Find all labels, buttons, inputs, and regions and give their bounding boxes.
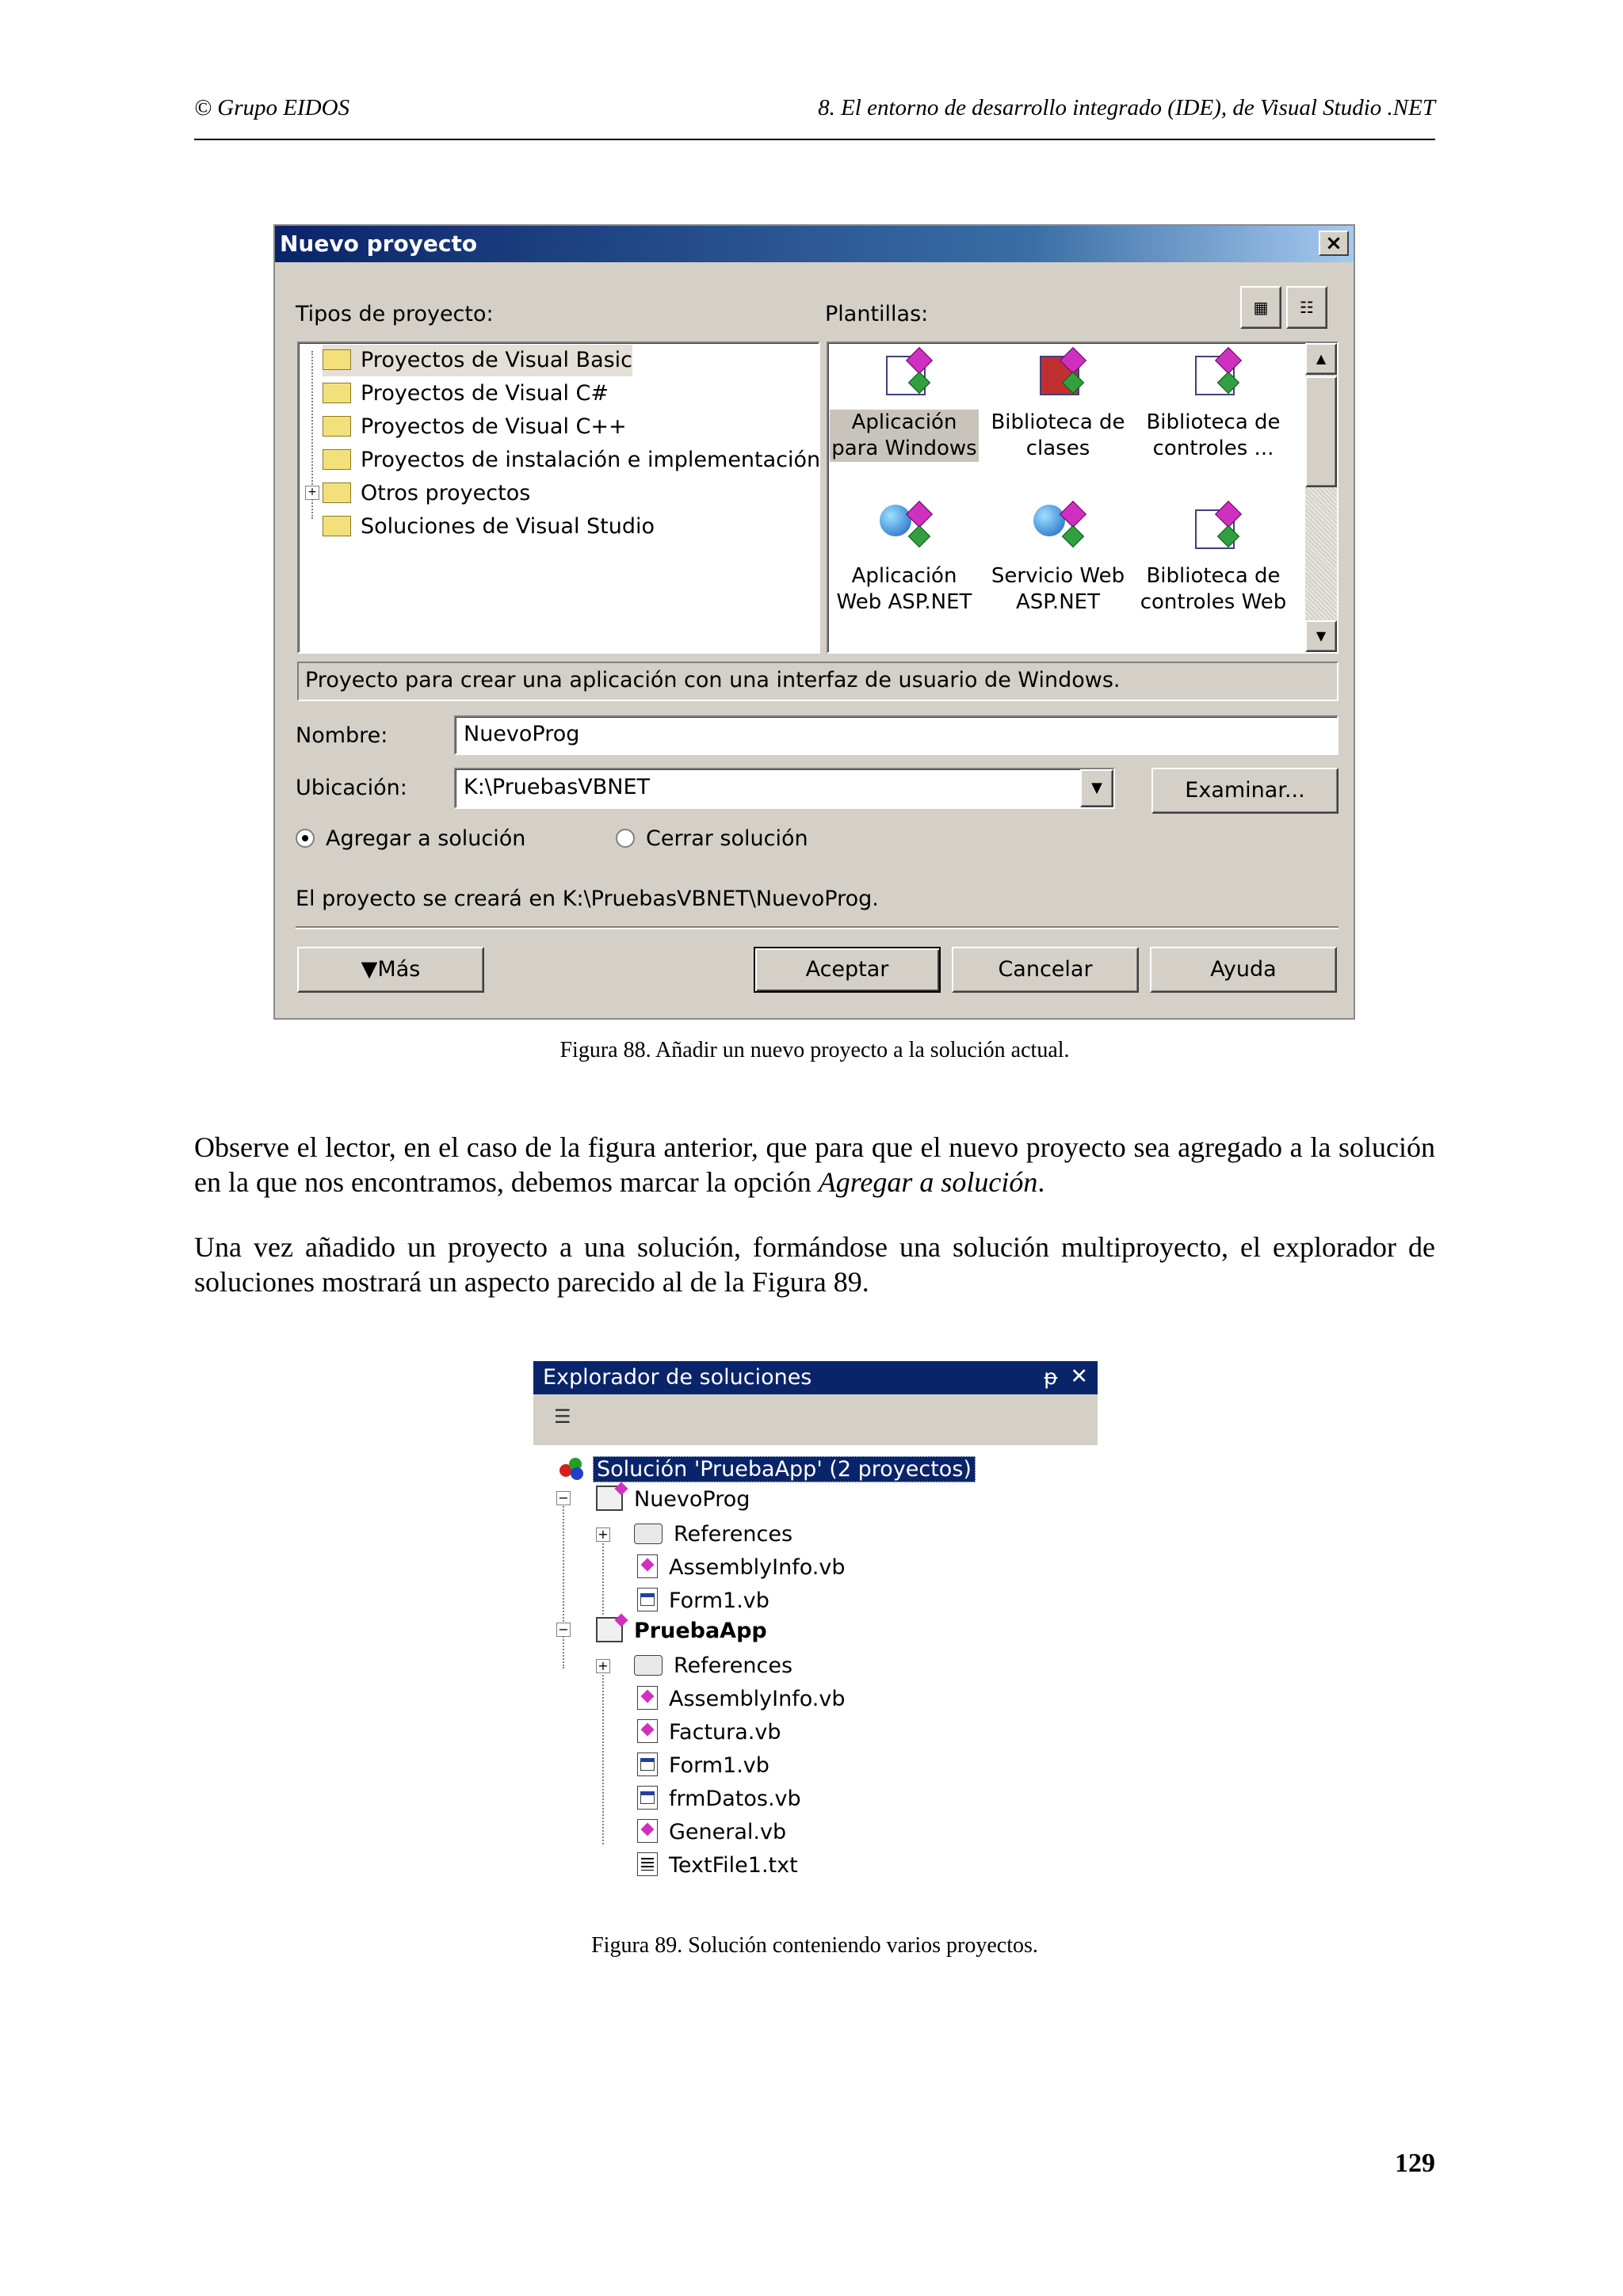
radio-icon: [616, 829, 635, 848]
paragraph-1: Observe el lector, en el caso de la figura anterior, que para que el nuevo proyecto sea agregado a la solución en la que nos encontramos, debemos marcar la opción Agregar a solución.: [194, 1131, 1435, 1198]
file-node[interactable]: AssemblyInfo.vb: [637, 1683, 845, 1716]
template-control-library[interactable]: Biblioteca de controles ...: [1139, 348, 1288, 462]
name-label: Nombre:: [296, 723, 388, 748]
name-input[interactable]: NuevoProg: [454, 715, 1338, 755]
running-header-right: 8. El entorno de desarrollo integrado (IDE), de Visual Studio .NET: [818, 95, 1435, 120]
dialog-titlebar: [275, 226, 1354, 262]
text-file-icon: [637, 1852, 658, 1876]
file-node[interactable]: TextFile1.txt: [637, 1849, 798, 1882]
references-node[interactable]: References: [634, 1518, 792, 1551]
folder-icon: [323, 416, 351, 437]
small-icons-view-button[interactable]: ☷: [1286, 286, 1327, 329]
file-node[interactable]: General.vb: [637, 1816, 786, 1849]
location-label: Ubicación:: [296, 776, 407, 800]
more-arrow-icon: ▼: [361, 957, 378, 982]
project-types-label: Tipos de proyecto:: [296, 302, 494, 326]
project-path-info: El proyecto se creará en K:\PruebasVBNET\NuevoProg.: [296, 887, 879, 911]
chevron-down-icon[interactable]: ▼: [1080, 769, 1113, 807]
file-node[interactable]: AssemblyInfo.vb: [637, 1551, 845, 1585]
help-button[interactable]: Ayuda: [1150, 947, 1337, 993]
solution-icon: [558, 1456, 585, 1480]
scroll-up-icon[interactable]: ▲: [1305, 343, 1337, 375]
large-icons-view-button[interactable]: ▦: [1240, 286, 1281, 329]
scroll-thumb[interactable]: [1305, 376, 1337, 487]
collapse-icon[interactable]: −: [556, 1623, 571, 1637]
properties-icon[interactable]: ☰: [554, 1405, 571, 1428]
web-app-icon: [876, 502, 932, 557]
solution-node[interactable]: Solución 'PruebaApp' (2 proyectos): [558, 1453, 976, 1486]
web-service-icon: [1030, 502, 1086, 557]
tree-item-visual-csharp[interactable]: Proyectos de Visual C#: [323, 378, 609, 410]
file-node[interactable]: Form1.vb: [637, 1585, 769, 1618]
file-node[interactable]: frmDatos.vb: [637, 1783, 801, 1816]
template-windows-app[interactable]: Aplicación para Windows: [830, 348, 979, 462]
vb-file-icon: [637, 1554, 658, 1578]
tree-line: [602, 1669, 604, 1844]
windows-app-icon: [876, 348, 932, 403]
figure-89-caption: Figura 89. Solución conteniendo varios proyectos.: [591, 1933, 1038, 1958]
folder-icon: [323, 516, 351, 536]
explorer-toolbar: [533, 1394, 1098, 1445]
paragraph-2: Una vez añadido un proyecto a una solución, formándose una solución multiproyecto, el explorador de soluciones mostrará un aspecto parecido al de la Figura 89.: [194, 1231, 1435, 1298]
header-rule: [194, 139, 1435, 140]
folder-icon: [323, 449, 351, 470]
project-icon: [596, 1486, 623, 1511]
expand-icon[interactable]: +: [305, 486, 319, 500]
new-project-dialog: [273, 224, 1355, 1020]
page-number: 129: [1395, 2149, 1435, 2178]
file-node[interactable]: Form1.vb: [637, 1749, 769, 1783]
vb-file-icon: [637, 1819, 658, 1843]
tree-item-visual-cpp[interactable]: Proyectos de Visual C++: [323, 411, 627, 443]
location-combo[interactable]: K:\PruebasVBNET ▼: [454, 768, 1115, 809]
tree-item-visual-basic[interactable]: Proyectos de Visual Basic: [323, 345, 632, 376]
collapse-icon[interactable]: −: [556, 1491, 571, 1505]
dialog-title: Nuevo proyecto: [280, 231, 478, 257]
vb-file-icon: [637, 1686, 658, 1710]
add-to-solution-radio[interactable]: Agregar a solución: [296, 826, 525, 851]
tree-line: [563, 1491, 564, 1669]
template-web-app[interactable]: Aplicación Web ASP.NET: [830, 502, 979, 616]
references-icon: [634, 1655, 663, 1676]
form-file-icon: [637, 1588, 658, 1611]
references-node[interactable]: References: [634, 1650, 792, 1683]
tree-item-solutions[interactable]: Soluciones de Visual Studio: [323, 511, 655, 543]
folder-icon: [323, 383, 351, 403]
templates-scrollbar[interactable]: [1305, 343, 1337, 652]
close-solution-radio[interactable]: Cerrar solución: [616, 826, 808, 851]
expand-icon[interactable]: +: [596, 1659, 610, 1673]
project-icon: [596, 1617, 623, 1642]
browse-button[interactable]: Examinar...: [1151, 768, 1338, 814]
control-library-icon: [1186, 348, 1241, 403]
file-node[interactable]: Factura.vb: [637, 1716, 781, 1749]
project-node-pruebaapp[interactable]: PruebaApp: [596, 1615, 767, 1648]
project-types-tree[interactable]: [297, 341, 820, 654]
running-header-left: © Grupo EIDOS: [194, 95, 350, 120]
vb-file-icon: [637, 1719, 658, 1743]
tree-line: [602, 1537, 604, 1615]
form-file-icon: [637, 1786, 658, 1810]
tree-item-other[interactable]: Otros proyectos: [323, 478, 530, 509]
folder-icon: [323, 482, 351, 503]
project-node-nuevoprog[interactable]: NuevoProg: [596, 1483, 750, 1516]
ok-button[interactable]: Aceptar: [754, 947, 941, 993]
template-class-library[interactable]: Biblioteca de clases: [983, 348, 1132, 462]
separator: [296, 926, 1338, 929]
more-button[interactable]: ▼Más: [297, 947, 484, 993]
solution-explorer: [531, 1361, 1098, 1916]
figure-88-caption: Figura 88. Añadir un nuevo proyecto a la solución actual.: [559, 1038, 1070, 1062]
template-web-service[interactable]: Servicio Web ASP.NET: [983, 502, 1132, 616]
scroll-down-icon[interactable]: ▼: [1305, 620, 1337, 652]
templates-label: Plantillas:: [825, 302, 929, 326]
template-web-control-library[interactable]: Biblioteca de controles Web: [1139, 502, 1288, 616]
templates-list[interactable]: [827, 341, 1338, 654]
explorer-title: Explorador de soluciones: [543, 1365, 812, 1390]
expand-icon[interactable]: +: [596, 1527, 610, 1542]
close-icon[interactable]: ✕: [1070, 1364, 1088, 1389]
web-control-library-icon: [1186, 502, 1241, 557]
class-library-icon: [1030, 348, 1086, 403]
cancel-button[interactable]: Cancelar: [952, 947, 1139, 993]
references-icon: [634, 1524, 663, 1544]
explorer-titlebar: [533, 1361, 1098, 1394]
radio-selected-icon: [296, 829, 315, 848]
template-description: Proyecto para crear una aplicación con una interfaz de usuario de Windows.: [297, 662, 1338, 701]
pin-icon[interactable]: ᵽ: [1043, 1365, 1058, 1390]
tree-item-setup[interactable]: Proyectos de instalación e implementación: [323, 444, 820, 476]
open-folder-icon: [323, 349, 351, 370]
form-file-icon: [637, 1753, 658, 1776]
close-icon[interactable]: ×: [1319, 231, 1349, 256]
